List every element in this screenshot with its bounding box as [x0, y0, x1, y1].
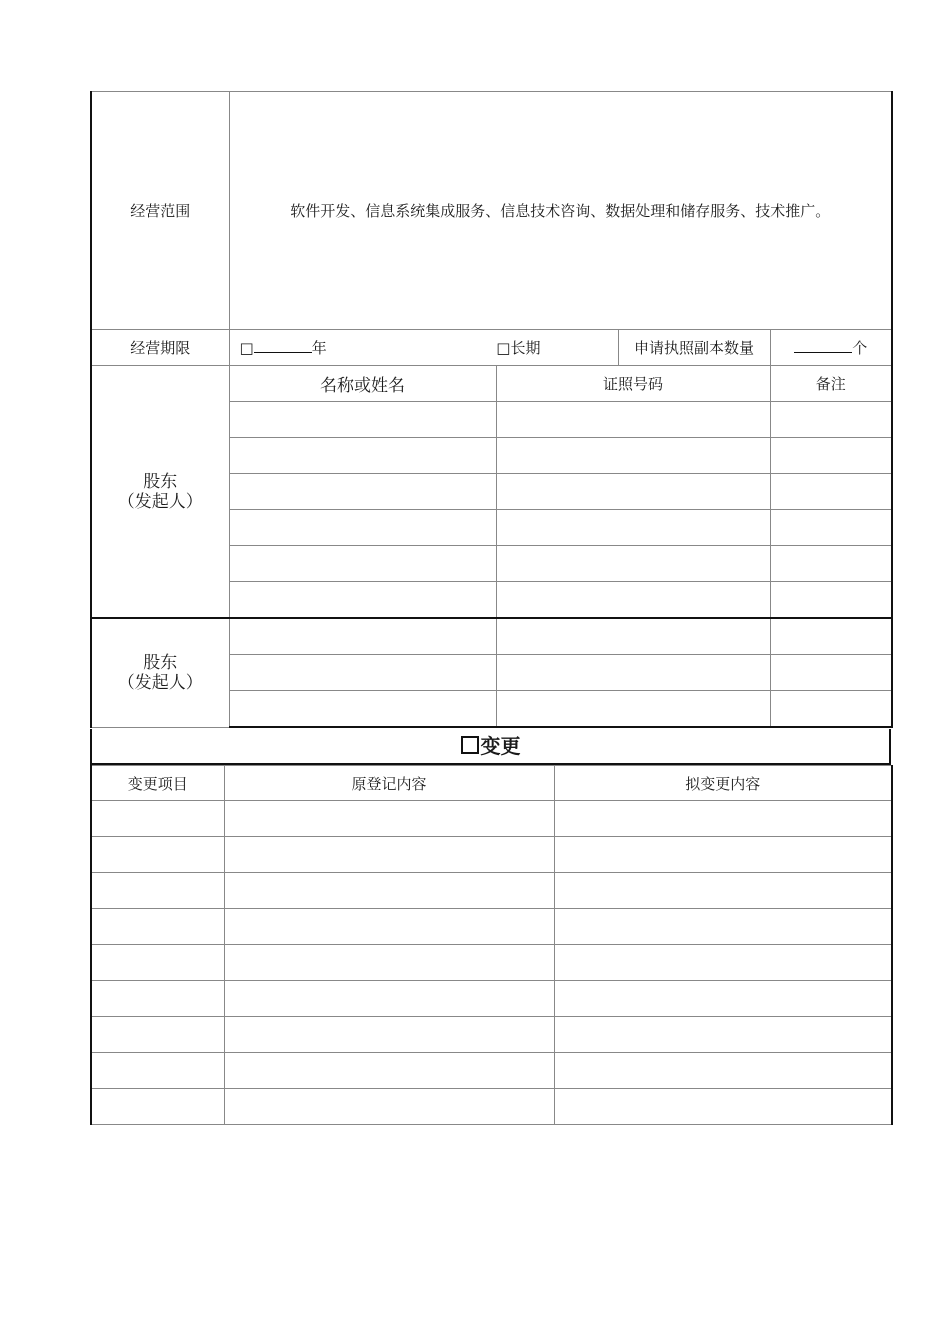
proposed-content-cell[interactable] — [554, 909, 892, 945]
change-item-cell[interactable] — [91, 945, 224, 981]
original-content-cell[interactable] — [224, 837, 554, 873]
proposed-content-cell[interactable] — [554, 1089, 892, 1125]
copies-suffix: 个 — [852, 339, 868, 357]
shareholder-remark-cell[interactable] — [770, 655, 892, 691]
shareholder-name-cell[interactable] — [229, 402, 496, 438]
shareholder-name-cell[interactable] — [229, 438, 496, 474]
business-term-label: 经营期限 — [91, 330, 229, 366]
change-item-cell[interactable] — [91, 873, 224, 909]
change-item-cell[interactable] — [91, 1089, 224, 1125]
original-content-cell[interactable] — [224, 801, 554, 837]
proposed-content-cell[interactable] — [554, 1017, 892, 1053]
shareholder-remark-cell[interactable] — [770, 510, 892, 546]
shareholder-continued-row — [91, 618, 892, 655]
change-row — [91, 945, 892, 981]
shareholders-label-line1: 股东 — [143, 471, 178, 492]
shareholder-remark-cell[interactable] — [770, 546, 892, 582]
change-row — [91, 873, 892, 909]
shareholder-id-cell[interactable] — [496, 402, 770, 438]
change-checkbox[interactable] — [461, 734, 481, 758]
shareholder-remark-cell[interactable] — [770, 618, 892, 655]
proposed-content-cell[interactable] — [554, 837, 892, 873]
col-header-remark: 备注 — [770, 366, 892, 402]
shareholder-id-cell[interactable] — [496, 510, 770, 546]
shareholder-remark-cell[interactable] — [770, 474, 892, 510]
shareholder-name-cell[interactable] — [229, 546, 496, 582]
change-row — [91, 1053, 892, 1089]
business-scope-label: 经营范围 — [91, 92, 229, 330]
change-row — [91, 1089, 892, 1125]
copies-blank[interactable] — [794, 340, 852, 353]
years-suffix: 年 — [311, 339, 327, 357]
change-row — [91, 981, 892, 1017]
change-item-cell[interactable] — [91, 909, 224, 945]
shareholder-remark-cell[interactable] — [770, 438, 892, 474]
shareholders-header-row — [91, 366, 892, 402]
long-term-checkbox[interactable]: □ — [496, 339, 511, 357]
shareholder-name-cell[interactable] — [229, 582, 496, 619]
change-item-cell[interactable] — [91, 1053, 224, 1089]
change-row — [91, 801, 892, 837]
business-scope-row — [91, 92, 892, 330]
long-term-label: 长期 — [510, 339, 541, 357]
change-item-cell[interactable] — [91, 837, 224, 873]
shareholder-id-cell[interactable] — [496, 582, 770, 619]
shareholder-name-cell[interactable] — [229, 691, 496, 728]
copies-field — [770, 330, 892, 366]
original-content-cell[interactable] — [224, 1089, 554, 1125]
change-item-cell[interactable] — [91, 1017, 224, 1053]
proposed-content-cell[interactable] — [554, 945, 892, 981]
business-scope-content[interactable]: 软件开发、信息系统集成服务、信息技术咨询、数据处理和储存服务、技术推广。 — [229, 92, 892, 330]
col-header-name: 名称或姓名 — [229, 366, 496, 402]
change-title-text: 变更 — [480, 734, 521, 758]
change-row — [91, 1017, 892, 1053]
shareholder-remark-cell[interactable] — [770, 402, 892, 438]
shareholders-continued-label — [91, 618, 229, 727]
change-header-row — [91, 766, 892, 801]
col-header-proposed: 拟变更内容 — [554, 766, 892, 801]
original-content-cell[interactable] — [224, 1053, 554, 1089]
proposed-content-cell[interactable] — [554, 873, 892, 909]
col-header-id: 证照号码 — [496, 366, 770, 402]
shareholder-id-cell[interactable] — [496, 655, 770, 691]
col-header-change-item: 变更项目 — [91, 766, 224, 801]
original-content-cell[interactable] — [224, 945, 554, 981]
col-header-original: 原登记内容 — [224, 766, 554, 801]
business-term-options — [229, 330, 618, 366]
shareholder-id-cell[interactable] — [496, 618, 770, 655]
shareholder-name-cell[interactable] — [229, 618, 496, 655]
shareholders-label — [91, 366, 229, 619]
business-term-row — [91, 330, 892, 366]
shareholder-id-cell[interactable] — [496, 438, 770, 474]
shareholder-id-cell[interactable] — [496, 691, 770, 728]
shareholders-label-line2: （发起人） — [117, 491, 203, 512]
shareholder-id-cell[interactable] — [496, 546, 770, 582]
original-content-cell[interactable] — [224, 1017, 554, 1053]
original-content-cell[interactable] — [224, 873, 554, 909]
shareholder-name-cell[interactable] — [229, 510, 496, 546]
change-item-cell[interactable] — [91, 801, 224, 837]
shareholder-remark-cell[interactable] — [770, 691, 892, 728]
original-content-cell[interactable] — [224, 981, 554, 1017]
years-checkbox[interactable]: □ — [239, 339, 254, 357]
shareholder-name-cell[interactable] — [229, 474, 496, 510]
shareholder-id-cell[interactable] — [496, 474, 770, 510]
change-table — [90, 765, 893, 1125]
shareholders-continued-label-line1: 股东 — [143, 652, 178, 673]
original-content-cell[interactable] — [224, 909, 554, 945]
shareholder-remark-cell[interactable] — [770, 582, 892, 619]
registration-table — [90, 91, 893, 728]
proposed-content-cell[interactable] — [554, 801, 892, 837]
change-row — [91, 837, 892, 873]
proposed-content-cell[interactable] — [554, 981, 892, 1017]
change-row — [91, 909, 892, 945]
change-section-title — [90, 729, 891, 765]
years-blank[interactable] — [254, 340, 312, 353]
proposed-content-cell[interactable] — [554, 1053, 892, 1089]
change-item-cell[interactable] — [91, 981, 224, 1017]
shareholders-continued-label-line2: （发起人） — [117, 672, 203, 693]
copies-label: 申请执照副本数量 — [618, 330, 770, 366]
shareholder-name-cell[interactable] — [229, 655, 496, 691]
